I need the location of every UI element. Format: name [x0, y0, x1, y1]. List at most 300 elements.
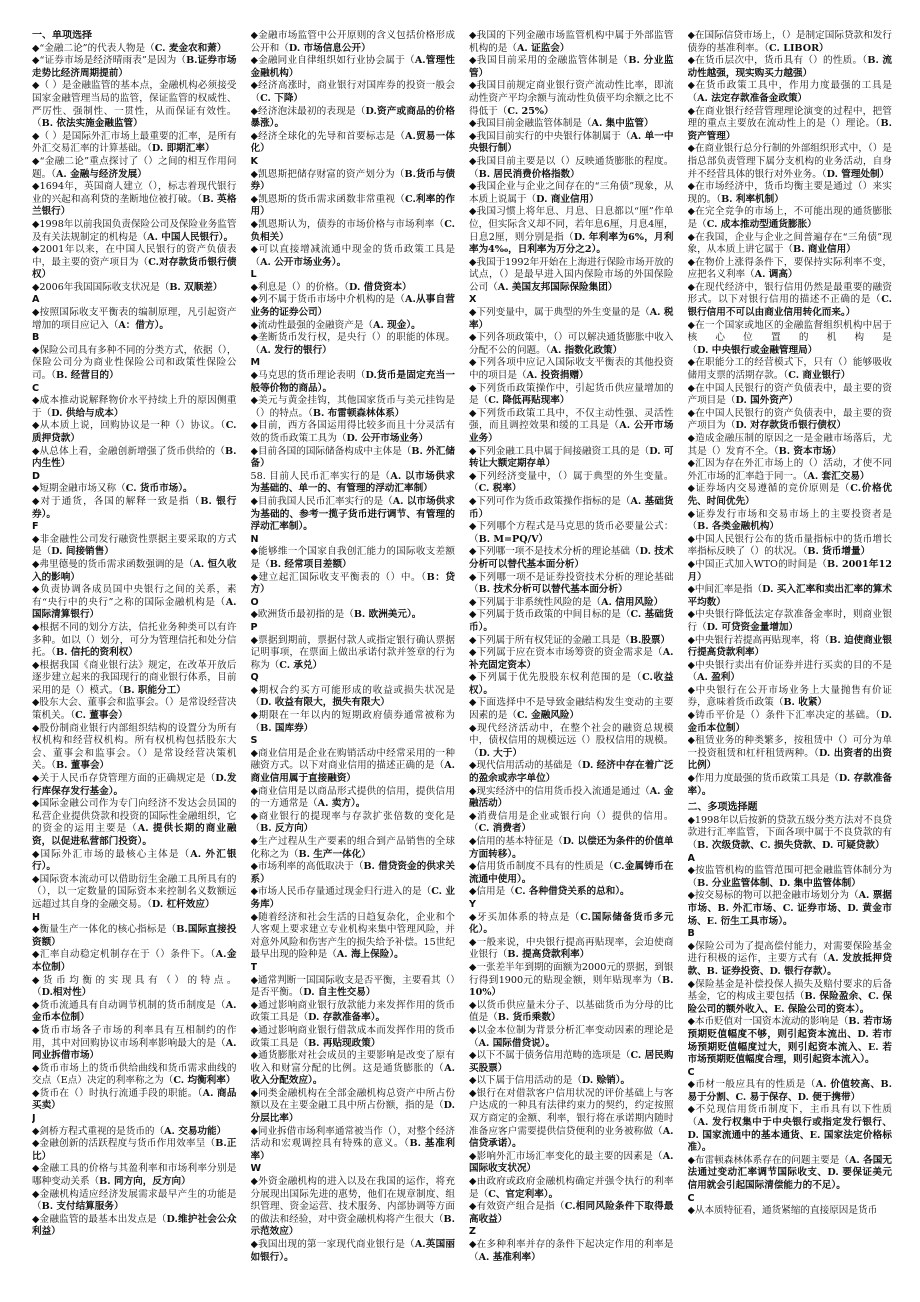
question-item [251, 332, 456, 357]
answer-text: C. 董事会） [75, 710, 128, 722]
alpha-index-letter: P [250, 621, 258, 633]
question-item [688, 890, 893, 928]
question-item [32, 975, 237, 1000]
question-item [32, 798, 237, 848]
answer-text: D. 间接销售） [51, 546, 114, 558]
question-item [469, 156, 674, 181]
question-text: ◆在完全竞争的市场上，不可能出现的通货膨胀是（ [687, 206, 892, 230]
question-text: ◆商业银行的提现率与存款扩张倍数的变化是（ [250, 810, 455, 835]
alpha-index-letter: Z [469, 1226, 476, 1238]
question-text: ◆根据我国《商业银行法》规定，在改革开放后逐步建立起来的我国现行的商业银行体系，目前采用的是（）模式。（ [32, 659, 237, 696]
answer-text: A. 价值较高、B. 易于分割、C. 易于保存、D. 便于携带） [687, 1079, 892, 1103]
question-text: 58. 目前人民币汇率实行的是（ [250, 470, 391, 482]
question-item [251, 1000, 456, 1025]
answer-text: A. 公开市场业务）。 [260, 256, 347, 268]
question-item [469, 723, 674, 761]
question-item [32, 282, 237, 295]
question-text: ◆下列金融工具中属于间接融资工具的是（ [469, 445, 650, 457]
question-item [251, 811, 456, 836]
answer-text: D. 经济中存在着广泛的盈余或赤字单位） [469, 760, 674, 785]
question-item [469, 357, 674, 382]
question-text: ◆关于人民币存贷管理方面的正确规定是（ [32, 773, 216, 785]
question-text: ◆我国目前采用的金融监管体制是（ [469, 55, 629, 67]
answer-text: A. 投资捐赠） [526, 370, 589, 382]
answer-text: C. 承兑） [279, 659, 323, 671]
question-item [251, 635, 456, 673]
question-item [688, 710, 893, 735]
question-item [251, 572, 456, 597]
answer-text: A.从事自营业务的证券公司） [250, 294, 455, 319]
question-item [469, 446, 674, 471]
question-text: ◆美元与黄金挂钩，其他国家货币与美元挂钩是（）的特点。（ [250, 395, 455, 419]
answer-text: A.金本位制） [32, 949, 237, 973]
question-item [32, 1189, 237, 1214]
question-text: ◆我国目前主要是以（）反映通货膨胀的程度。（ [469, 155, 674, 180]
answer-text: B. 同方向，反方向） [99, 1176, 191, 1188]
answer-text: B. 货币乘数） [497, 1012, 561, 1024]
question-text: ◆股东大会、董事会和监事会。（）是常设经营决策机关。（ [32, 697, 237, 722]
answer-text: C.金属铸币在流通中使用）。 [469, 861, 674, 885]
question-text: ◆中国人民银行公布的货币量指标中的货币增长率指标反映了（）的状况。（ [687, 533, 892, 558]
question-item [469, 597, 674, 610]
question-item [251, 30, 456, 55]
question-item [688, 584, 893, 609]
answer-text: D. 技术分析可以替代基本面分析） [469, 546, 674, 570]
question-item [251, 912, 456, 962]
question-text: ◆成本推动说解释物价水平持续上升的原因侧重于（ [32, 395, 237, 419]
question-item [32, 1088, 237, 1113]
question-text: ◆消费信用是企业或银行向（）提供的信用。（ [469, 810, 674, 835]
answer-text: A. 证监会） [516, 42, 570, 54]
answer-text: A. 中国人民银行）。 [147, 231, 234, 243]
question-text: ◆经济泡沫最初的表现是（ [250, 105, 366, 117]
question-text: ◆从本质特征看，通货紧缩的直接原因是货币 [687, 1205, 878, 1217]
alpha-index-letter: A [687, 852, 695, 864]
question-text: ◆以下不属于债务信用范畴的选项是（ [469, 1050, 631, 1062]
answer-text: B. 保险盈余、C. 保险公司的额外收入、E. 保险公司的资本）。 [687, 991, 892, 1015]
question-text: ◆利息是（）的价格。（ [250, 281, 350, 293]
answer-text: D. 大于） [478, 747, 523, 759]
answer-text: C. 25%） [507, 105, 554, 117]
alpha-index-letter: C [32, 382, 40, 394]
question-text: ◆信用的基本特征是（ [469, 836, 563, 847]
question-item [469, 861, 674, 886]
question-text: ◆短期金融市场又称（ [32, 483, 126, 495]
question-text: ◆我国于1992年开始在上海进行保险市场开放的试点，（）是最早进入国内保险市场的外国保险公司（ [469, 256, 674, 293]
question-item [469, 408, 674, 446]
question-item [251, 546, 456, 571]
question-item [251, 836, 456, 861]
alpha-index-letter: K [250, 155, 258, 167]
question-item [469, 1201, 674, 1226]
answer-text: C.收益权）。 [469, 672, 674, 696]
question-item [251, 80, 456, 105]
question-item [251, 131, 456, 156]
question-text: ◆市场人民币存量通过现金归行进入的是（ [250, 886, 432, 898]
answer-text: A. 现金）。 [373, 319, 421, 331]
question-item [469, 383, 674, 408]
question-text: ◆1694年，英国商人建立（），标志着现代银行业的兴起和高利贷的垄断地位被打破。（ [32, 181, 237, 205]
question-item [688, 979, 893, 1017]
question-item [251, 395, 456, 420]
question-item [32, 622, 237, 660]
question-item [32, 1126, 237, 1139]
question-item [688, 408, 893, 433]
answer-text: B. 经营目的） [55, 370, 119, 382]
answer-text: B. 资产管理） [687, 118, 892, 142]
question-item [251, 1239, 456, 1264]
question-item [688, 1155, 893, 1193]
question-text: ◆垄断货币发行权，是央行（）的职能的体现。（ [250, 332, 455, 356]
question-text: ◆“金融二论”重点探讨了（）之间的相互作用问题。（ [32, 155, 237, 180]
alpha-index-letter: M [250, 357, 261, 369]
question-item [251, 219, 456, 244]
question-item [251, 244, 456, 269]
question-text: ◆在中国人民银行的资产负债表中，最主要的资产项目为（ [687, 407, 892, 432]
question-text: ◆货币市场各子市场的利率具有互相制约的作用，其中对回购协议市场利率影响最大的是（ [32, 1024, 237, 1049]
question-text: ◆国际外汇市场的最核心主体是（ [32, 848, 191, 860]
question-text: ◆目前，西方各国运用得比较多而且十分灵活有效的货币政策工具为（ [250, 420, 455, 444]
answer-text: C.价格优先、时间优先） [687, 483, 892, 507]
question-item [469, 647, 674, 672]
question-text: ◆在物价上涨得条件下，要保持实际利率不变，应把名义利率（ [687, 256, 892, 281]
question-item [469, 786, 674, 811]
question-text: ◆2001年以来，在中国人民银行的资产负债表中，最主要的资产项目为（ [32, 244, 237, 268]
question-text: ◆在中国人民银行的资产负债表中，最主要的资产项目是（ [687, 382, 892, 407]
question-item [688, 1079, 893, 1104]
question-text: ◆我国习惯上将年息、月息、日息都以“厘”作单位，但实际含义却不同，若年息6厘，月息4厘，日息2厘，则分别是指（ [469, 206, 674, 243]
question-text: ◆通常判断一国国际收支是否平衡，主要看其（）是否平衡。（ [250, 974, 455, 999]
question-item [32, 874, 237, 912]
answer-text: D. 存款准备率）。 [687, 773, 892, 797]
answer-text: A. 调高） [754, 269, 798, 281]
question-text: ◆造成金融压制的原因之一是金融市场落后，尤其是（）发育不全。（ [687, 433, 892, 457]
question-text: ◆我国企业与企业之间存在的“三角债”现象，从本质上说属于（ [469, 181, 674, 205]
question-text: ◆负责协调各成员国中央银行之间的关系，素有“央行中的央行”之称的国际金融机构是（ [32, 584, 237, 608]
question-item [251, 1025, 456, 1050]
answer-text: B. 反方向） [260, 823, 314, 835]
question-text: ◆汇率自动稳定机制存在于（）条件下。（ [32, 949, 216, 961]
question-text: ◆中央银行在公开市场业务上大量抛售有价证券，意味着货币政策（ [687, 684, 892, 709]
answer-text: C. 质押贷款） [32, 420, 237, 444]
alpha-index-letter: B [687, 928, 695, 940]
question-text: ◆根据不同的划分方法，信托业务种类可以有许多种。如以（）划分，可分为管理信托和处分信托。（ [32, 621, 237, 659]
answer-text: B. 流动性越强，现实购买力越强） [687, 55, 892, 79]
answer-text: B. 利率机制） [721, 193, 784, 205]
answer-text: A. 金融与经济发展） [55, 168, 147, 180]
question-item [469, 760, 674, 785]
alpha-index-letter: C [687, 1066, 695, 1078]
answer-text: A：借方）。 [118, 319, 169, 331]
question-text: ◆金融同业自律组织如行业协会属于（ [250, 55, 415, 67]
question-text: ◆以金本位制为背景分析汇率变动因素的理论是（ [469, 1024, 674, 1049]
answer-text: A. 各国无法通过变动汇率调节国际收支、D. 要保证美元信用就会引起国际清偿能力的不足）。 [687, 1154, 892, 1192]
answer-text: D. 收益有限大，损失有限大） [260, 697, 390, 709]
answer-text: D. 金币本位制） [687, 710, 892, 734]
question-item [469, 131, 674, 156]
question-text: ◆本币贬值对一国资本流动的影响是（ [687, 1016, 849, 1028]
answer-text: A. 公开市场业务） [469, 420, 674, 444]
question-text: ◆在职能分工的经营模式下，只有（）能够吸收储用支票的活期存款。（ [687, 357, 892, 382]
answer-text: C. 下降） [260, 92, 304, 104]
question-item [251, 194, 456, 219]
question-text: ◆2006年我国国际收支状况是（ [32, 281, 170, 293]
question-text: ◆中央银行若提高再贴现率，将（ [687, 634, 830, 646]
question-item [469, 80, 674, 118]
question-item [469, 307, 674, 332]
answer-text: D. 对存款货币银行债权） [735, 420, 847, 432]
question-item [469, 572, 674, 597]
question-text: ◆衡量生产一体化的核心指标是（ [32, 924, 177, 936]
question-text: ◆“证券市场是经济晴雨表”是因为（ [32, 55, 187, 67]
alpha-index-letter: A [32, 294, 40, 306]
question-text: ◆剑桥方程式重视的是货币的（ [32, 1125, 165, 1137]
question-text: ◆从总体上看，金融创新增强了货币供给的（ [32, 445, 226, 457]
question-item [251, 169, 456, 194]
question-text: ◆币材一般应具有的性质是（ [687, 1079, 816, 1091]
question-text: ◆从本质上说，回购协议是一种（）协议。（ [32, 420, 226, 432]
question-item [688, 941, 893, 979]
question-text: ◆作用力度最强的货币政策工具是（ [687, 773, 839, 785]
answer-text: A. 单一中央银行制） [469, 130, 674, 155]
question-item [32, 1025, 237, 1063]
column-1 [32, 30, 237, 1292]
question-text: ◆金融市场监管中公开原则的含义包括价格形成公开和（ [250, 30, 455, 54]
question-text: ◆下列各项中应记入国际收支平衡表的其他投资中的项目是（ [469, 357, 674, 382]
question-text: ◆保险基金是补偿投保人损失及赔付要求的后备基金，它的构成主要包括（ [687, 978, 892, 1003]
question-item [469, 471, 674, 496]
question-text: ◆下列可作为货币政策操作指标的是（ [469, 495, 631, 507]
question-text: ◆目前我国人民币汇率实行的是（ [250, 495, 393, 507]
answer-text: A. 国际收支状况） [469, 1150, 674, 1175]
question-text: ◆下面选择中不是导致金融结构发生变动的主要因素的是（ [469, 697, 674, 722]
answer-text: B.国际直接投资额） [32, 924, 237, 948]
question-text: ◆下列属于货币政策的中间目标的是（ [469, 609, 631, 621]
question-item [32, 1163, 237, 1188]
question-text: ◆在商业银行经营管理理论演变的过程中，把管理的重点主要放在流动性上的是（）理论。（ [687, 105, 892, 130]
question-text: ◆同业拆借市场利率通常被当作（），对整个经济活动和宏观调控具有特殊的意义。（ [250, 1125, 455, 1150]
question-text: ◆生产过程从生产要素的组合到产品销售的全球化称之为（ [250, 836, 455, 860]
question-item [688, 534, 893, 559]
answer-text: D. 可转让大额定期存单） [469, 445, 674, 470]
question-item [32, 244, 237, 282]
question-item [688, 1104, 893, 1154]
question-item [469, 206, 674, 256]
question-text: ◆下列哪一项不是技术分析的理论基础（ [469, 546, 640, 558]
question-text: ◆不兑现信用货币制度下，主币具有以下性质（ [687, 1104, 892, 1129]
answer-text: C. 成本推动型通货膨胀） [706, 218, 817, 230]
question-text: ◆牙买加体系的特点是（ [469, 911, 581, 923]
question-text: ◆马克思的货币理论表明（ [250, 370, 366, 382]
question-item [469, 1176, 674, 1201]
question-text: ◆中央银行降低法定存款准备金率时，则商业银行（ [687, 609, 892, 633]
question-text: ◆银行在对借款客户信用状况的评价基础上与客户达成的一种具有法律约束力的契约，约定按照双方商定的金额、利率，银行将在承诺期内随时准备应客户需要提供信贷便利的业务被称做（ [469, 1087, 674, 1137]
alpha-index-letter: Q [250, 672, 259, 684]
question-item [32, 559, 237, 584]
question-item [251, 55, 456, 80]
answer-text: C.对存款货币银行债权） [32, 256, 237, 281]
question-item [32, 949, 237, 974]
question-item [32, 924, 237, 949]
question-text: ◆货币流通具有自动调节机制的货币制度是（ [32, 999, 226, 1011]
alpha-index-letter: D [32, 470, 40, 482]
answer-text: B. 示范效应） [250, 1213, 455, 1238]
question-text: ◆凯恩斯的货币需求函数非常重视（ [250, 193, 405, 205]
answer-text: A. 补充固定资本） [469, 647, 674, 671]
question-text: ◆股份制商业银行内部组织结构的设置分为所有权机构和经营权机构。所有权机构包括股东大会、董事会和监事会。（）是常设经营决策机关。（ [32, 722, 237, 772]
answer-text: D. 公开市场业务） [346, 433, 429, 444]
answer-text: B. 收紧） [783, 697, 828, 709]
question-item [469, 1025, 674, 1050]
question-item [688, 257, 893, 282]
answer-text: B. 借贷资金的供求关系） [250, 861, 455, 885]
column-4 [688, 30, 893, 1292]
question-text: ◆按监管机构的监管范围可把金融监管体制分为（ [687, 865, 892, 889]
answer-text: A. 商业信用属于直接融资） [250, 760, 455, 785]
answer-text: B. 内生性） [32, 445, 237, 470]
answer-text: A. 交易功能） [164, 1125, 227, 1137]
answer-text: A. 信贷承诺）。 [469, 1125, 674, 1150]
question-item [688, 509, 893, 534]
question-item [688, 559, 893, 584]
question-item [469, 886, 674, 899]
answer-text: B. 支付结算服务） [41, 1201, 124, 1213]
question-item [32, 219, 237, 244]
question-text: ◆商业信用是企业在购销活动中经常采用的一种融资方式。以下对商业信用的描述正确的是（ [250, 747, 455, 772]
question-item [688, 181, 893, 206]
answer-text: D. 年利率为6%，月利率为4‰，日利率为万分之2）。 [469, 231, 674, 256]
alpha-index-letter: O [250, 596, 259, 608]
question-text: ◆由政府或政府金融机构确定并强令执行的利率是（ [469, 1176, 674, 1200]
answer-text: A. 恒久收入的影响） [32, 558, 237, 583]
question-text: ◆在一个国家或地区的金融监督组织机构中居于核心位置的机构是（ [687, 319, 892, 356]
exam-review-page [32, 30, 892, 1292]
question-text: ◆流动性最强的金融资产是（ [250, 319, 374, 331]
answer-text: C. 消费者） [478, 823, 532, 835]
question-text: ◆租赁业务的种类繁多，按租赁中（）可分为单一投资租赁和杠杆租赁两种。（ [687, 735, 892, 759]
answer-text: B.证券市场走势比经济周期提前） [32, 55, 237, 79]
question-item [251, 975, 456, 1000]
answer-text: B. 双顺差） [169, 281, 223, 293]
answer-text: C. 均衡利率） [173, 1075, 236, 1087]
question-item [32, 345, 237, 383]
answer-text: C. 商业银行） [788, 370, 851, 382]
answer-text: D. 出资者的出资比例） [687, 747, 892, 772]
answer-text: D. 借贷资本） [349, 281, 412, 293]
question-text: ◆下列属于应在资本市场筹资的资金需求是（ [469, 647, 663, 659]
answer-text: D. 市场信息公开） [288, 42, 371, 54]
question-text: ◆保险公司为了提高偿付能力，对需要保险基金进行积极的运作，主要方式有（ [687, 940, 892, 965]
question-item [469, 1000, 674, 1025]
question-text: ◆期权合约买方可能形成的收益或损失状况是（ [250, 684, 455, 709]
answer-text: B. 经常项目差额） [269, 558, 352, 570]
question-text: ◆随着经济和社会生活的日趋复杂化，企业和个人客观上要求建立专业机构来集中管理风险，并对意外风险和伤害产生的损失给予补偿。15世纪最早出现的险种是（ [250, 911, 455, 961]
question-text: ◆非金融性公司发行融资性票据主要采取的方式是（ [32, 533, 237, 558]
question-item [688, 660, 893, 685]
question-item [469, 332, 674, 357]
question-item [688, 106, 893, 144]
answer-text: B. 10%） [469, 974, 674, 999]
question-item [251, 886, 456, 911]
question-text: ◆现实经济中的信用货币投入流通是通过（ [469, 785, 650, 797]
question-item [32, 307, 237, 332]
question-text: ◆1998年以后按新的贷款五级分类方法对不良贷款进行汇率监管，下面各项中属于不良贷款的有（ [687, 814, 892, 851]
question-text: ◆一张差半年到期的面额为2000元的票据，到银行得到1900元的贴现金额，则年贴现率为（ [469, 961, 674, 986]
answer-text: A. 以市场供求为基础的、参考一揽子货币进行调节、有管理的浮动汇率制）。 [250, 495, 455, 533]
question-item [32, 849, 237, 874]
answer-text: D. 赊销）。 [581, 1075, 631, 1087]
answer-text: B. 货币增量） [807, 546, 871, 558]
answer-text: B. 职能分工） [123, 684, 186, 696]
question-text: ◆下列货币政策工具中，不仅主动性强、灵活性强，而且调控效果和缓的工具是（ [469, 407, 674, 432]
question-text: ◆下列经济变量中，（）属于典型的外生变量。（ [469, 470, 674, 495]
question-item [688, 483, 893, 508]
question-text: ◆影响外汇市场汇率变化的最主要的因素是（ [469, 1150, 663, 1162]
answer-text: A. 集中监管） [591, 118, 654, 130]
answer-text: A. 基准利率） [478, 1251, 541, 1263]
question-text: ◆保险公司具有多种不同的分类方式，依据（），保险公司分为商业性保险公司和政策性保险公司。（ [32, 344, 237, 382]
question-text: ◆在多种利率并存的条件下起决定作用的利率是（ [469, 1239, 674, 1263]
answer-text: A. 国际借贷说）。 [478, 1037, 556, 1049]
question-item [469, 30, 674, 55]
answer-text: A. 同业拆借市场） [32, 1037, 237, 1062]
question-item [32, 483, 237, 496]
question-item [32, 1000, 237, 1025]
question-item [469, 546, 674, 571]
answer-text: B. 提高贷款利率） [507, 949, 590, 961]
answer-text: A. 国际清算银行） [32, 596, 237, 621]
question-text: ◆有效资产组合是指（ [469, 1201, 565, 1213]
question-text: ◆以货币供应量未分子、以基础货币为分母的比值是（ [469, 999, 674, 1024]
question-text: ◆信用是（ [469, 886, 515, 898]
question-item [251, 1176, 456, 1239]
question-item [32, 43, 237, 56]
answer-text: A. 收入分配效应）。 [250, 1062, 455, 1087]
answer-text: A. 发行的银行） [260, 344, 332, 356]
question-item [251, 1050, 456, 1088]
question-item [469, 257, 674, 295]
question-item [688, 320, 893, 358]
question-item [251, 1088, 456, 1126]
question-item [688, 773, 893, 798]
answer-text: A. 盈利） [697, 672, 740, 684]
question-item [32, 181, 237, 219]
section-title: 二、多项选择题 [687, 802, 758, 814]
answer-text: C.国际储备货币多元化）。 [469, 911, 674, 936]
question-item [251, 710, 456, 735]
answer-text: B. 再贴现政策） [308, 1037, 381, 1049]
answer-text: A. 商品买卖） [32, 1087, 237, 1112]
question-item [688, 1205, 893, 1218]
question-text: ◆下列货币政策操作中，引起货币供应量增加的是（ [469, 382, 674, 407]
question-text: ◆目前各国的国际储备构成中主体是（ [250, 445, 412, 457]
question-text: ◆中间汇率是指（ [687, 584, 763, 596]
answer-text: D. 商业信用） [536, 193, 599, 205]
question-item [469, 521, 674, 546]
answer-text: B. 技术分析可以替代基本面分析） [478, 584, 628, 596]
answer-text: B. 商业信用） [793, 244, 856, 256]
alpha-index-letter: Y [469, 898, 476, 910]
question-item [32, 131, 237, 156]
question-item [688, 609, 893, 634]
alpha-index-letter: H [32, 911, 41, 923]
answer-text: B. 若市场预期贬值幅度不够，则引起资本流出、D. 若市场预期贬值幅度过大，则引起资本流入、E. 若市场预期贬值幅度合理，则引起资本流入）。 [687, 1016, 892, 1066]
answer-text: A. 法定存款准备金政策） [697, 92, 808, 104]
question-text: ◆凯恩斯把储存财富的资产划分为（ [250, 168, 405, 180]
question-item [32, 584, 237, 622]
answer-text: B. 基准利率） [250, 1138, 455, 1162]
question-text: ◆（ ）是金融监管的基本点，金融机构必须接受国家金融管理当局的监管，保证监管的权威性、严厉性、强制性、一贯性，从而保证有效性。（ [32, 80, 237, 130]
